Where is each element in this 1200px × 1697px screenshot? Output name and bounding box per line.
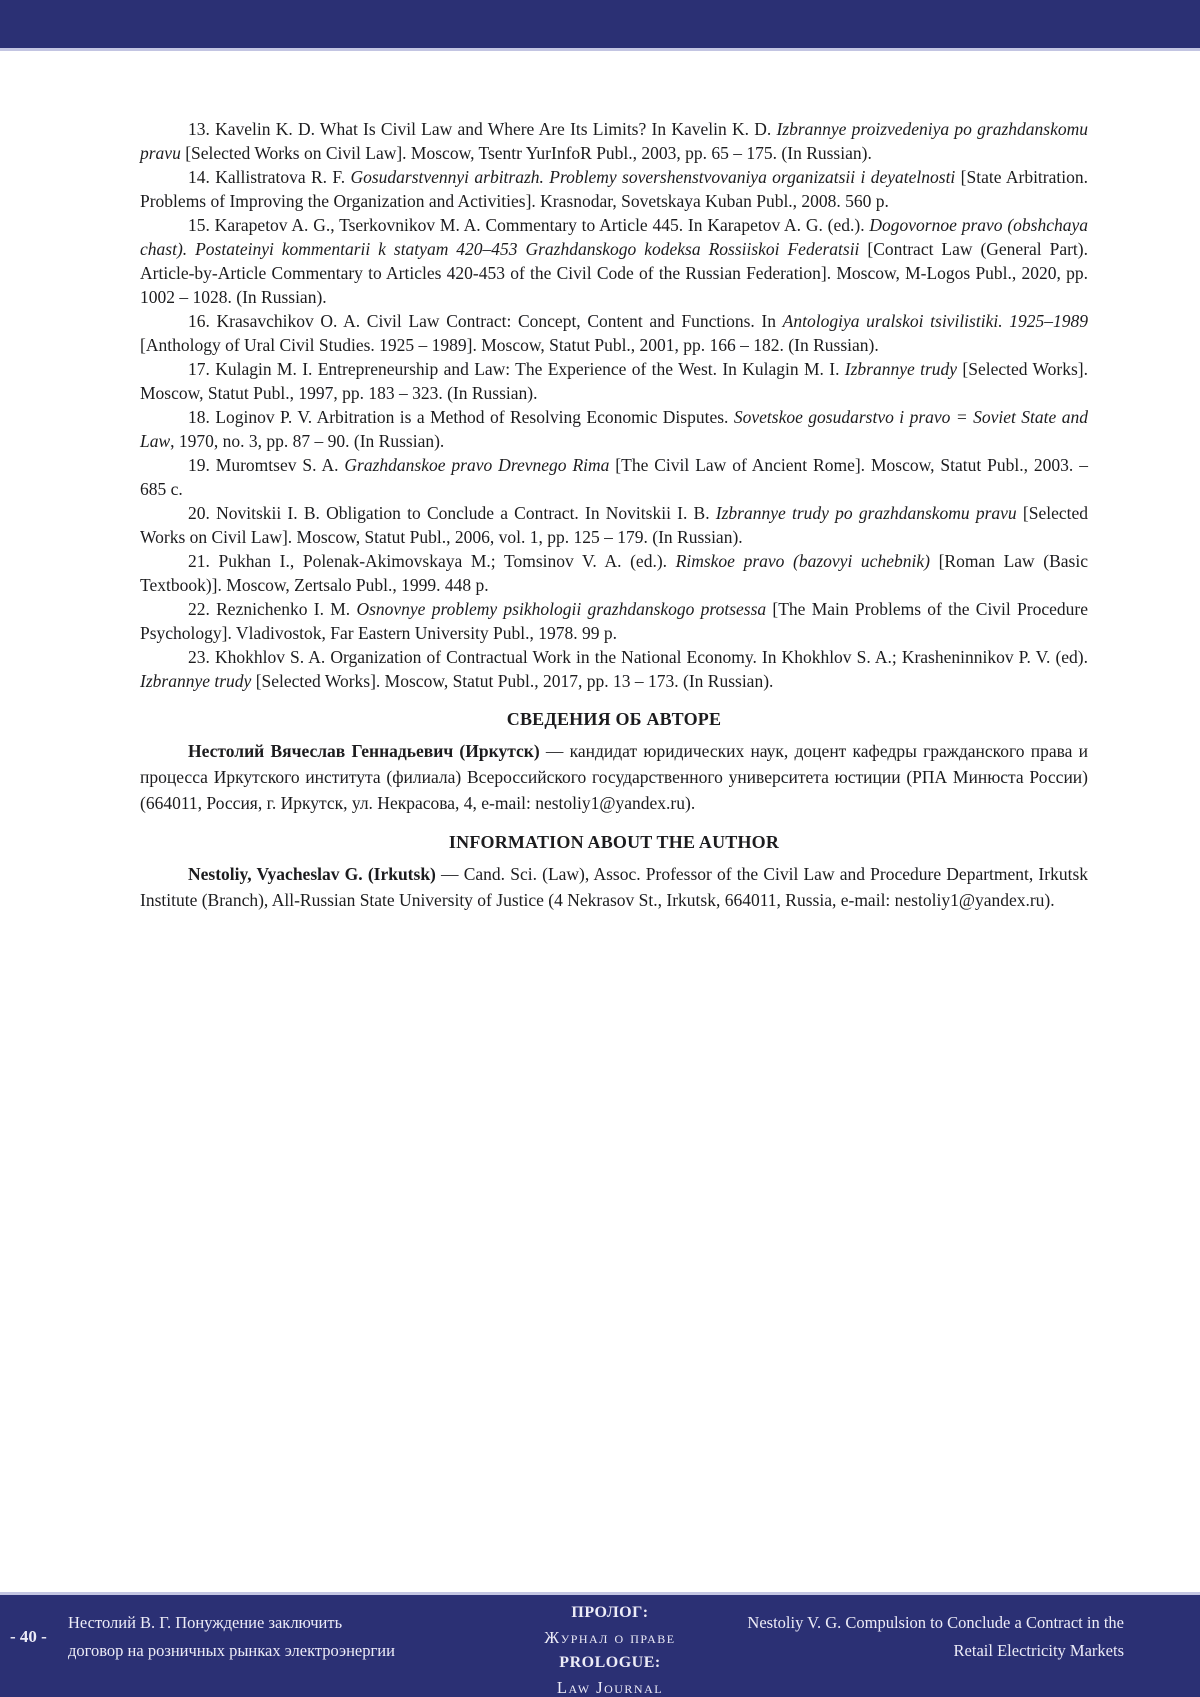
journal-name-en: PROLOGUE: — [559, 1654, 661, 1671]
journal-name-ru: ПРОЛОГ: — [571, 1604, 649, 1621]
reference-item: 15. Karapetov A. G., Tserkovnikov M. A. Commentary to Article 445. In Karapetov A. G. (ed.). Dogovornoe pravo (obshchaya chast). Postateinyi kommentarii k statyam 420–453 Grazhdanskogo kodeksa Rossiiskoi Federatsii [Contract Law (General Part). Article-by-Article Commentary to Articles 420-453 of the Civil Code of the Russian Federation]. Moscow, M-Logos Publ., 2020, pp. 1002 – 1028. (In Russian). — [140, 215, 1089, 307]
author-bio-ru: кандидат юридических наук, доцент кафедры гражданского права и процесса Иркутского института (филиала) Всероссийского государственного университета юстиции (РПА Минюста России) (664011, Россия, г. Иркутск, ул. Некрасова, 4, e-mail: nestoliy1@yandex.ru). — [140, 741, 1089, 813]
author-info-heading-en: INFORMATION ABOUT THE AUTHOR — [448, 832, 780, 852]
reference-item: 18. Loginov P. V. Arbitration is a Method of Resolving Economic Disputes. Sovetskoe gosudarstvo i pravo = Soviet State and Law, 1970, no. 3, pp. 87 – 90. (In Russian). — [140, 407, 1088, 451]
author-separator-dash: — — [435, 864, 464, 884]
author-name-en: Nestoliy, Vyacheslav G. (Irkutsk) — [188, 864, 436, 884]
author-info-heading-ru: СВЕДЕНИЯ ОБ АВТОРЕ — [506, 709, 722, 729]
reference-item: 22. Reznichenko I. M. Osnovnye problemy psikhologii grazhdanskogo protsessa [The Main Problems of the Civil Procedure Psychology]. Vladivostok, Far Eastern University Publ., 1978. 99 p. — [140, 599, 1088, 643]
journal-subtitle-ru: Журнал о праве — [544, 1628, 676, 1647]
reference-item: 21. Pukhan I., Polenak-Akimovskaya M.; Tomsinov V. A. (ed.). Rimskoe pravo (bazovyi uchebnik) [Roman Law (Basic Textbook)]. Moscow, Zertsalo Publ., 1999. 448 p. — [140, 551, 1089, 595]
footer-article-title-en: Nestoliy V. G. Compulsion to Conclude a Contract in the Retail Electricity Markets — [747, 1613, 1124, 1660]
reference-item: 16. Krasavchikov O. A. Civil Law Contract: Concept, Content and Functions. In Antologiya uralskoi tsivilistiki. 1925–1989 [Anthology of Ural Civil Studies. 1925 – 1989]. Moscow, Statut Publ., 2001, pp. 166 – 182. (In Russian). — [140, 311, 1088, 355]
reference-item: 17. Kulagin M. I. Entrepreneurship and Law: The Experience of the West. In Kulagin M. I. Izbrannye trudy [Selected Works]. Moscow, Statut Publ., 1997, pp. 183 – 323. (In Russian). — [140, 359, 1088, 403]
author-name-ru: Нестолий Вячеслав Геннадьевич (Иркутск) — [188, 741, 540, 761]
footer-bar — [0, 1592, 1200, 1697]
author-info-paragraph-en — [140, 861, 1088, 913]
reference-item: 13. Kavelin K. D. What Is Civil Law and Where Are Its Limits? In Kavelin K. D. Izbrannye proizvedeniya po grazhdanskomu pravu [Selected Works on Civil Law]. Moscow, Tsentr YurInfoR Publ., 2003, pp. 65 – 175. (In Russian). — [140, 119, 1088, 163]
reference-item: 23. Khokhlov S. A. Organization of Contractual Work in the National Economy. In Khokhlov S. A.; Krasheninnikov P. V. (ed). Izbrannye trudy [Selected Works]. Moscow, Statut Publ., 2017, pp. 13 – 173. (In Russian). — [140, 647, 1088, 691]
author-separator-dash: — — [539, 741, 570, 761]
references-list — [140, 117, 1088, 693]
author-info-paragraph-ru — [140, 738, 1088, 816]
journal-subtitle-en: Law Journal — [556, 1678, 664, 1697]
reference-item: 20. Novitskii I. B. Obligation to Conclude a Contract. In Novitskii I. B. Izbrannye trudy po grazhdanskomu pravu [Selected Works on Civil Law]. Moscow, Statut Publ., 2006, vol. 1, pp. 125 – 179. (In Russian). — [140, 503, 1088, 547]
footer-article-title-ru: Нестолий В. Г. Понуждение заключить договор на розничных рынках электроэнергии — [68, 1613, 395, 1660]
author-bio-en: Cand. Sci. (Law), Assoc. Professor of the Civil Law and Procedure Department, Irkutsk Institute (Branch), All-Russian State University of Justice (4 Nekrasov St., Irkutsk, 664011, Russia, e-mail: nestoliy1@yandex.ru). — [140, 864, 1089, 910]
reference-item: 19. Muromtsev S. A. Grazhdanskoe pravo Drevnego Rima [The Civil Law of Ancient Rome]. Moscow, Statut Publ., 2003. – 685 с. — [140, 455, 1088, 499]
page-content — [140, 51, 1088, 913]
header-bar — [0, 0, 1200, 51]
page-number: - 40 - — [10, 1627, 47, 1646]
footer-journal-block — [500, 1600, 720, 1697]
reference-item: 14. Kallistratova R. F. Gosudarstvennyi arbitrazh. Problemy sovershenstvovaniya organizatsii i deyatelnosti [State Arbitration. Problems of Improving the Organization and Activities]. Krasnodar, Sovetskaya Kuban Publ., 2008. 560 p. — [140, 167, 1088, 211]
